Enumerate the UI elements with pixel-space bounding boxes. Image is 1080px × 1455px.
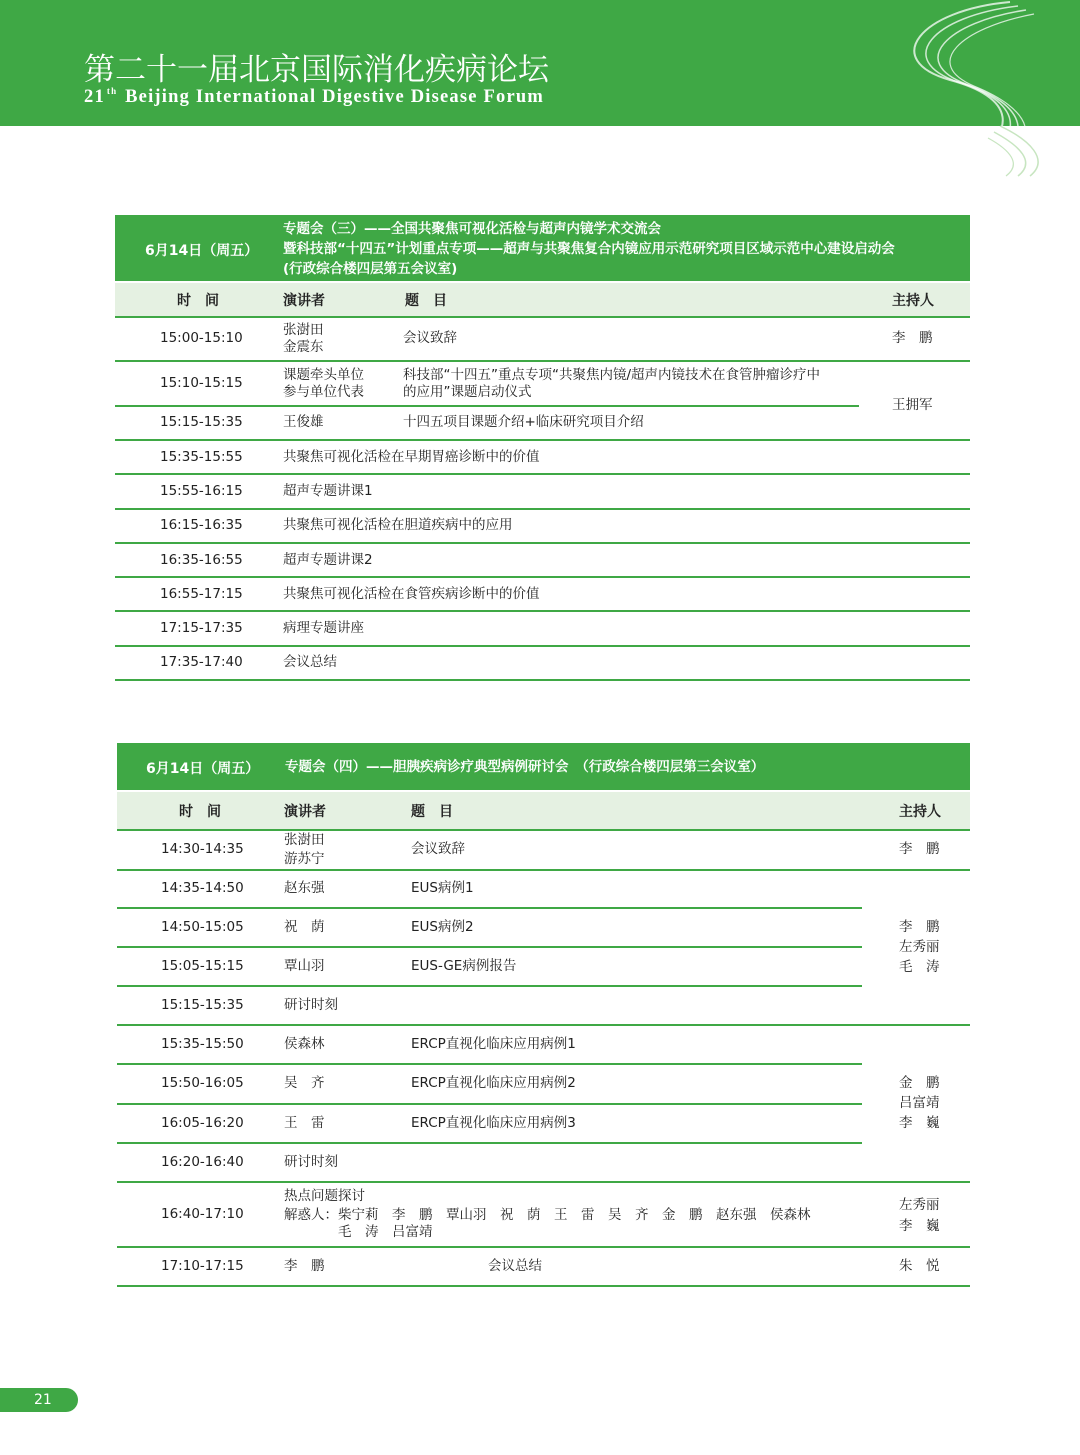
table-row-time: 17:15-17:35 — [160, 620, 243, 636]
talk-title: 共聚焦可视化活检在食管疾病诊断中的价值 — [283, 586, 540, 602]
talk-title: 超声专题讲课1 — [283, 483, 373, 499]
speaker: 赵东强 — [284, 880, 325, 896]
talk-title: ERCP直视化临床应用病例2 — [411, 1075, 576, 1091]
panelists: 解惑人：柴宁莉 李 鹏 覃山羽 祝 荫 王 雷 吴 齐 金 鹏 赵东强 侯森林 — [284, 1207, 811, 1223]
table-row-time: 16:55-17:15 — [160, 586, 243, 602]
talk-title: 会议总结 — [283, 654, 337, 670]
session3-date: 6月14日（周五） — [145, 243, 259, 259]
col-title: 题 目 — [411, 803, 453, 820]
table-row-time: 16:40-17:10 — [161, 1206, 244, 1222]
forum-title-cn: 第二十一届北京国际消化疾病论坛 — [84, 52, 549, 88]
host-group: 毛 涛 — [899, 959, 940, 975]
col-time: 时 间 — [179, 803, 221, 820]
speaker: 王 雷 — [284, 1115, 325, 1131]
talk-title: 科技部“十四五”重点专项“共聚焦内镜/超声内镜技术在食管肿瘤诊疗中 — [403, 367, 821, 383]
table-row-time: 15:55-16:15 — [160, 483, 243, 499]
host-group: 吕富靖 — [899, 1095, 940, 1111]
speaker: 金震东 — [283, 339, 324, 355]
table-row-time: 16:15-16:35 — [160, 517, 243, 533]
session4-topic: 专题会（四）——胆胰疾病诊疗典型病例研讨会 （行政综合楼四层第三会议室） — [285, 759, 765, 775]
session3-topic-line2: 暨科技部“十四五”计划重点专项——超声与共聚焦复合内镜应用示范研究项目区域示范中心建设启动会 — [283, 241, 895, 257]
session4-banner — [117, 743, 970, 790]
speaker: 覃山羽 — [284, 958, 325, 974]
speaker: 张澍田 — [284, 832, 325, 848]
table-row-time: 15:50-16:05 — [161, 1075, 244, 1091]
table-row-time: 15:35-15:55 — [160, 449, 243, 465]
talk-title: 会议致辞 — [403, 330, 457, 346]
table-row-time: 15:35-15:50 — [161, 1036, 244, 1052]
host: 李 巍 — [899, 1218, 940, 1234]
session4-table — [117, 743, 970, 1293]
discussion: 研讨时刻 — [284, 1154, 338, 1170]
host-group: 李 鹏 — [899, 919, 940, 935]
talk-title: EUS-GE病例报告 — [411, 958, 517, 974]
host: 朱 悦 — [899, 1258, 940, 1274]
talk-title: 病理专题讲座 — [283, 620, 364, 636]
speaker: 参与单位代表 — [283, 384, 364, 400]
session3-topic-line3: (行政综合楼四层第五会议室) — [283, 261, 458, 277]
table-row-time: 16:35-16:55 — [160, 552, 243, 568]
forum-title-en: 21 $^{th}$ Beijing International Digestive Disease Forum — [84, 86, 544, 107]
swoosh-logo-icon — [860, 0, 1080, 180]
table-row-time: 17:10-17:15 — [161, 1258, 244, 1274]
talk-title: 共聚焦可视化活检在早期胃癌诊断中的价值 — [283, 449, 540, 465]
speaker: 李 鹏 — [284, 1258, 325, 1274]
talk-title: ERCP直视化临床应用病例1 — [411, 1036, 576, 1052]
host-group: 李 巍 — [899, 1115, 940, 1131]
table-row-time: 15:15-15:35 — [160, 414, 243, 430]
speaker: 吴 齐 — [284, 1075, 325, 1091]
talk-title: EUS病例1 — [411, 880, 474, 896]
speaker: 侯森林 — [284, 1036, 325, 1052]
host-group: 王拥军 — [892, 397, 933, 413]
table-row-time: 14:30-14:35 — [161, 841, 244, 857]
table-row-time: 16:05-16:20 — [161, 1115, 244, 1131]
discussion: 研讨时刻 — [284, 997, 338, 1013]
talk-title: 会议致辞 — [411, 841, 465, 857]
table-row-time: 14:35-14:50 — [161, 880, 244, 896]
hot-topic-title: 热点问题探讨 — [284, 1188, 365, 1204]
talk-title: 会议总结 — [488, 1258, 542, 1274]
talk-title: ERCP直视化临床应用病例3 — [411, 1115, 576, 1131]
session3-table — [115, 215, 970, 685]
col-host: 主持人 — [899, 803, 941, 820]
session3-banner — [115, 215, 970, 281]
host: 李 鹏 — [892, 330, 933, 346]
talk-title: 十四五项目课题介绍+临床研究项目介绍 — [403, 414, 644, 430]
talk-title: EUS病例2 — [411, 919, 474, 935]
speaker: 游苏宁 — [284, 851, 325, 867]
speaker: 课题牵头单位 — [283, 367, 364, 383]
table-row-time: 16:20-16:40 — [161, 1154, 244, 1170]
speaker: 张澍田 — [283, 322, 324, 338]
session4-date: 6月14日（周五） — [146, 761, 260, 777]
table-row-time: 15:05-15:15 — [161, 958, 244, 974]
table-row-time: 15:00-15:10 — [160, 330, 243, 346]
talk-title: 的应用”课题启动仪式 — [403, 384, 532, 400]
col-time: 时 间 — [177, 293, 219, 309]
speaker: 祝 荫 — [284, 919, 325, 935]
talk-title: 超声专题讲课2 — [283, 552, 373, 568]
session4-column-header — [117, 792, 970, 829]
table-row-time: 17:35-17:40 — [160, 654, 243, 670]
col-host: 主持人 — [892, 293, 934, 309]
session3-column-header — [115, 283, 970, 317]
panelists: 毛 涛 吕富靖 — [338, 1224, 433, 1240]
col-title: 题 目 — [405, 293, 447, 309]
host: 李 鹏 — [899, 841, 940, 857]
col-speaker: 演讲者 — [283, 293, 325, 309]
speaker: 王俊雄 — [283, 414, 324, 430]
host: 左秀丽 — [899, 1197, 940, 1213]
table-row-time: 14:50-15:05 — [161, 919, 244, 935]
host-group: 金 鹏 — [899, 1075, 940, 1091]
col-speaker: 演讲者 — [284, 803, 326, 820]
table-row-time: 15:10-15:15 — [160, 375, 243, 391]
talk-title: 共聚焦可视化活检在胆道疾病中的应用 — [283, 517, 513, 533]
table-row-time: 15:15-15:35 — [161, 997, 244, 1013]
session3-topic-line1: 专题会（三）——全国共聚焦可视化活检与超声内镜学术交流会 — [283, 221, 661, 237]
host-group: 左秀丽 — [899, 939, 940, 955]
page-number: 21 — [0, 1388, 78, 1412]
